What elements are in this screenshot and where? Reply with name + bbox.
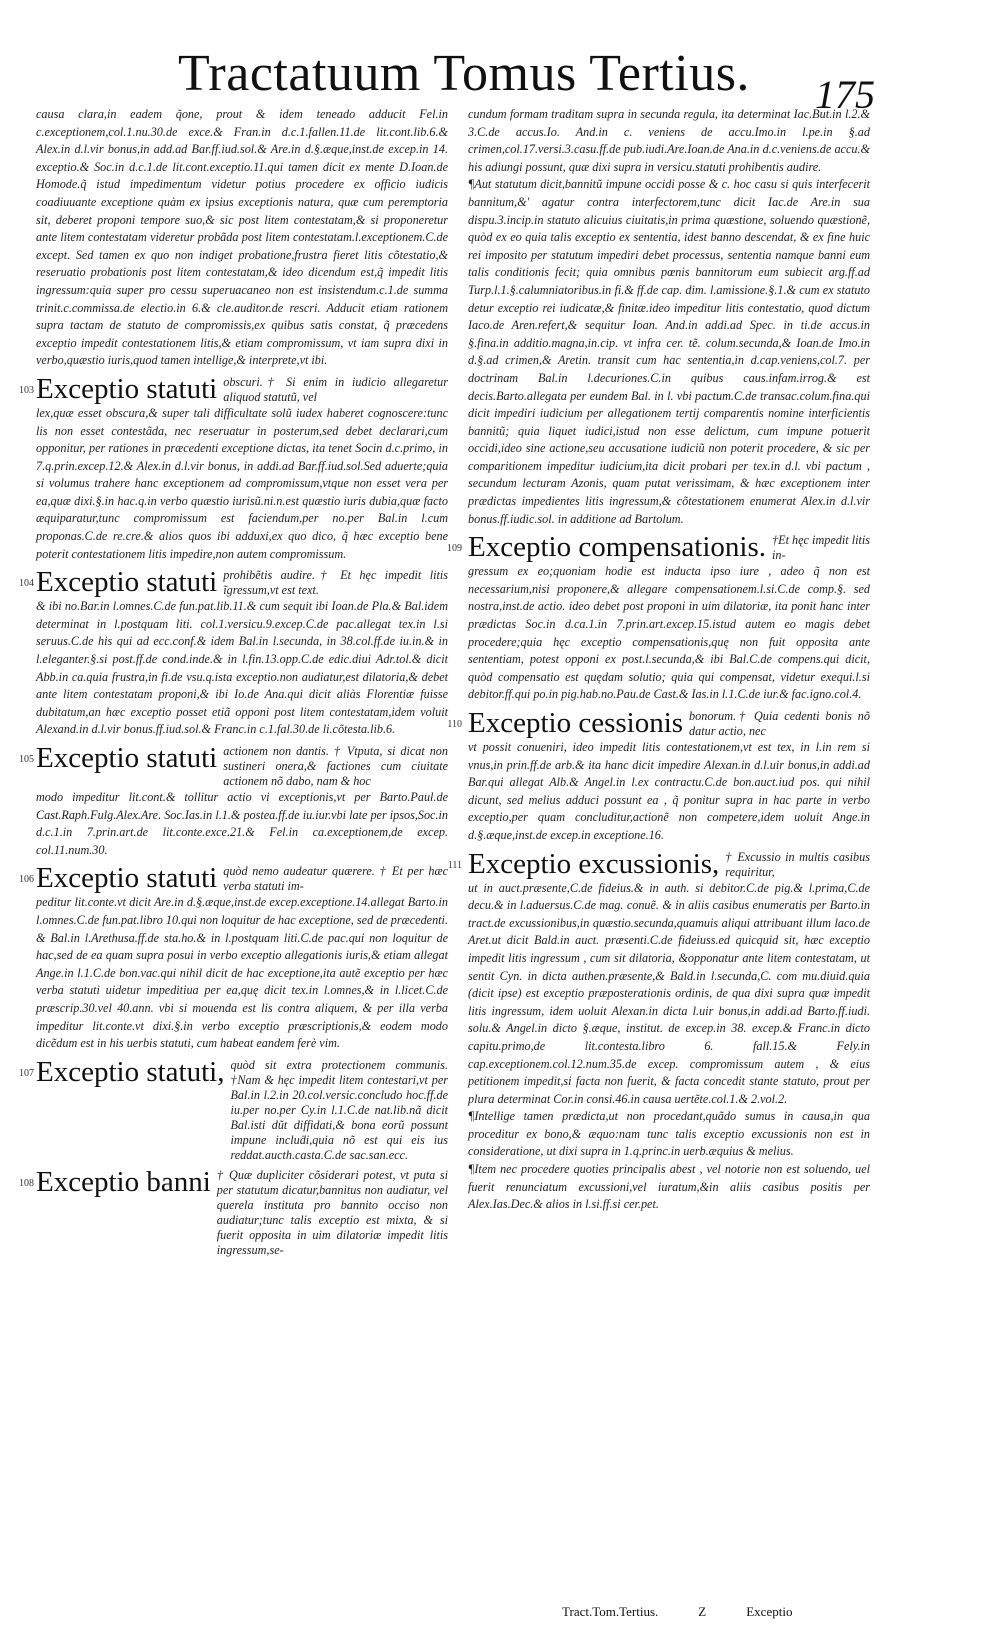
entry-head	[36, 1167, 448, 1258]
entry-number: 107	[19, 1067, 34, 1079]
entry-heading: Exceptio statuti	[36, 566, 218, 599]
entry-head	[36, 374, 448, 405]
catchword: Exceptio	[746, 1604, 793, 1619]
entry-heading: Exceptio statuti,	[36, 1055, 225, 1088]
entry-lead: quòd sit extra protectionem communis. †Nam & hęc impedit litem contestari,vt per Bal.in l.2.in 20.col.versic.concludo hoc.ff.de iu.per no.per Cy.in l.1.C.de nat.lib.nã dicit Bal.isti dũt diffidati,& bona eorũ possunt impune incluḋi,quia nõ est qui eis ius reddat.aucth.casta.C.de sac.san.ecc.	[230, 1057, 448, 1162]
entry-104	[19, 566, 448, 739]
entry-lead: †Et hęc impedit litis in-	[772, 533, 870, 563]
paragraph: ¶Item nec procedere quoties principalis abest , vel notorie non est soluendo, uel fuerit renunciatum excussioni,vel iuratum,&in aliis casibus positis per Alex.Ias.Dec.& alios in l.si.ff.si cer.pet.	[468, 1162, 870, 1212]
entry-111	[447, 847, 870, 1109]
entry-103	[19, 372, 448, 563]
left-column-intro: causa clara,in eadem q̃one, prout & idem teneado adducit Fel.in c.exceptionem,col.1.nu.30.de exce.& Fran.in d.c.1.fallen.11.de lit.cont.lib.6.& Alex.in d.l.vir bonus,in add.ad Bar.ff.iud.sol.& Are.in d.§.æque,inst.de excep.in 14. exceptio.& Soc.in d.c.1.de lit.cont.exceptio.11.qui tamen dicit ex mente D.Ioan.de Homode.q̃ istud impedimentum videtur potius procedere ex officio iudicis coadiuuante exceptione quàm ex ipsius exceptionis natura, quæ cum peremptoria sit, deberet proponi tempore suo,& sic post litem contestatam,& si proponeretur ante litem contestatam videretur probãda post litem contestatam.l.exceptionem.C.de except. Sed tamen ex quo non indiget probatione,frustra fieret litis cõtestatio,& reseruatio probationis post litem contestatam,& ideo dicendum est,q̃ impedit litis ingressum:quia super pro cessu superuacaneo non est insistendum.c.1.de summa trinit.c.commissa.de electio.in 6.& cle.auditor.de rescri. Adducit etiam rationem supra tactam de statuto de compromissis,ex quibus satis constat, q̃ præcedens exceptio impedit contestationem litis,& etiam compromissum, vt iam supra dixi in verbo,quæstio iuris,quod tamen intellige,& interprete,vt ibi.	[36, 107, 448, 368]
signature-mark: Z	[698, 1604, 707, 1619]
entry-body: & ibi no.Bar.in l.omnes.C.de fun.pat.lib.11.& cum sequit ibi Ioan.de Pla.& Bal.idem determinat in l.postquam liti. col.1.versicu.9.excep.C.de pac.allegat tex.in l.si seruus.C.de his qui ad ecc.conf.& idem Bal.in l.secunda, in 38.col.ff.de iu.in.& in l.eleganter.§.si post.ff.de cond.inde.& in l.fin.13.opp.C.de edic.diui Adr.tol.& dicit Abb.in ca.quia frustra,in fi.de vsu.q.ista exceptio.non audiatur,est dilatoria,& debet ante litem contestatam proponi,& ibi Io.de Ana.qui dicit aliàs Florentiæ fuisse dubitatum,an hæc exceptio posset etiã opponi post litem contestatam,idem voluit Alexand.in d.l.vir bonus.ff.iud.sol.& Franc.in c.1.fal.30.de li.cõtesta.lib.6.	[36, 599, 448, 737]
page-footer	[562, 1604, 882, 1620]
entry-head	[36, 567, 448, 598]
entry-lead: quòd nemo audeatur quærere. † Et per hæc verba statuti im-	[223, 864, 448, 894]
entry-body: vt possit conueniri, ideo impedit litis contestationem,vt est tex, in l.in rem si vnus,in prin.ff.de arb.& ita hanc dicit impedire Alexan.in d.l.uir bonus,in addi.ad Bar.qui allegat Alb.& Angel.in l.ex contractu.C.de bon.auct.iud pos. qui nihil dicunt, sed melius adduci possunt ea , q̃ ponitur supra in hac parte in verbo exceptio,per quam concluditur,actionẽ non competere,idem uoluit Ange.in d.§.æque,inst.de excep.in exceptione.16.	[468, 740, 870, 842]
entry-head	[36, 743, 448, 789]
entry-heading: Exceptio statuti	[36, 862, 218, 895]
paragraph: ¶Intellige tamen prædicta,ut non procedant,quãdo sumus in causa,in qua proceditur ex bono,& æquo:nam tunc talis exceptio excussionis non est in consideratione, ut dixi supra in 1.q.princ.in uerb.æquius & melius.	[468, 1109, 870, 1159]
entry-number: 108	[19, 1177, 34, 1189]
entry-body: peditur lit.conte.vt dicit Are.in d.§.æque,inst.de excep.exceptione.14.allegat Barto.in l.omnes.C.de fun.pat.libro 10.qui non loquitur de hac exceptione, sed de præcedenti. & Bal.in l.Arethusa.ff.de sta.ho.& in l.postquam liti.C.de pac.qui non loquitur de hac,sed de ea quam supra posui in verbo exceptio allegationis iuris,& etiam allegat Ange.in l.1.C.de bon.vac.qui nihil dicit de hac exceptione,ita autẽ exceptio per hæc verba statuti uidetur impeditiua per ea,quę dicit tex.in l.omnes,& in l.licet.C.de præscrip.30.vel 40.ann. vbi si mouenda est lis contra aliquem, & per illa verba impeditur lit.conte.vt dixi.§.in verbo exceptio præscriptionis,& eodem modo dicẽdum est in his uerbis statuti, cum habeat eandem ferè vim.	[36, 895, 448, 1051]
right-column-intro: cundum formam traditam supra in secunda regula, ita determinat Iac.But.in l.2.& 3.C.de accus.Io. And.in c. veniens de accu.Imo.in l.pe.in §.ad crimen,col.17.versi.3.casu.ff.de pub.iudi.Are.Ioan.de Ana.in d.c.veniens.de accu.& his adiungi possunt, quæ dixi supra in versicu.statuti prohibentis audire.	[468, 107, 870, 174]
entry-lead: bonorum.† Quia cedenti bonis nõ datur actio, nec	[689, 709, 870, 738]
entry-number: 104	[19, 578, 34, 590]
page-number: 175	[815, 72, 875, 117]
entry-heading: Exceptio compensationis.	[468, 531, 766, 564]
entry-105	[19, 742, 448, 859]
entry-number: 105	[19, 754, 34, 765]
entry-head	[36, 1057, 448, 1163]
entry-108	[19, 1165, 448, 1258]
entry-number: 103	[19, 384, 34, 396]
entry-heading: Exceptio statuti	[36, 742, 218, 774]
entry-number: 110	[447, 719, 462, 730]
paragraph: ¶Aut statutum dicit,bannitũ impune occidi posse & c. hoc casu si quis interfecerit bannitum,&' agatur contra interfectorem,tunc dicit Iac.de Are.in sua dispu.3.incip.in statuto alicuius ciuitatis,in prima quæstione, soluendo quæstionẽ, quòd ex eo quia talis exceptio ex sententia, idest banno descendat, & ex fine huic rei imposito per statutum impediri debet processus, sententia namque banni eum talis conditionis fecit; quia omnibus pœnis bannitorum eum subiecit arg.ff.ad Turp.l.1.§.calumniatoribus.in fi.& ff.de cap. dim. l.amissione.§.1.& cum ex statuto detur exceptio rei iudicatæ,& finitæ.ideo impeditur litis contestatio, quod dictum Iaco.de Aren.refert,& sequitur Ioan. And.in addi.ad Spec. in ti.de accus.in §.fina.in additio.magna,in.cip. vt infra cer. tẽ. colum.secunda,& Ioan.de Imo.in d.§.ad crimen,& Aretin. transit cum hac sententia,in d.cap.veniens,col.7. per doctrinam Bal.in l.decuriones.C.in quibus caus.infam.irrog.& est decis.Barto.allegata per eundem Bal. in l. vbi pactum.C.de transac.colum.fina.qui dicit impediri iudicium per allegationem tertij comparentis nomine interficientis bannitũ; quia liquet iudici,istud non esse delictum, cum impune potuerit occidi,ideo sine actione,seu accusatione iudiciũ non poterit procedere, & sic per comparitionem impeditur iudicium,ita dicit probari per tex.in d.l. vbi pactum , secundum lecturam Azonis, quam putat verissimam, & hæc exceptionem inter prædictas impedientes litis ingressum,& cõtestationem enumerat Alex.in d.l.vir bonus.ff.iudic.sol. in additione ad Bartolum.	[468, 177, 870, 526]
entry-lead: † Quæ dupliciter cõsiderari potest, vt puta si per statutum dicatur,bannitus non audiatur, vel querela instituta pro bannito occiso non audiatur;tunc talis exceptio est mixta, & si fuerit opposita in uim dilatoriæ impedit litis ingressum,se-	[216, 1167, 448, 1257]
entry-heading: Exceptio banni	[36, 1165, 211, 1198]
left-column	[19, 106, 448, 1606]
entry-heading: Exceptio cessionis	[468, 707, 684, 739]
entry-lead: actionem non dantis. † Vtputa, si dicat non sustineri onera,& factiones cum ciuitate actionem nõ dabo, nam & hoc	[223, 744, 448, 788]
entry-head	[36, 863, 448, 894]
entry-110	[447, 707, 870, 845]
entry-heading: Exceptio excussionis,	[468, 847, 720, 880]
entry-heading: Exceptio statuti	[36, 372, 218, 405]
entry-body: modo impeditur lit.cont.& tollitur actio vi exceptionis,vt per Barto.Paul.de Cast.Raph.Fulg.Alex.Are. Soc.Ias.in l.1.& postea.ff.de iu.iur.vbi late per ipsos,Soc.in d.c.1.in 7.prin.art.de lit.conte.exce.21.& Fel.in ca.exceptionem,de excep. col.11.num.30.	[36, 790, 448, 857]
entry-number: 109	[447, 543, 462, 555]
entry-109	[447, 531, 870, 704]
entry-lead: prohibẽtis audire.† Et hęc impedit litis ĩgressum,vt est text.	[223, 568, 448, 598]
entry-head	[468, 708, 870, 739]
entry-body: ut in auct.præsente,C.de fideius.& in auth. si debitor.C.de pig.& l.prima,C.de decu.& in l.aduersus.C.de mag. conuẽ. & in aliis casibus enumeratis per Barto.in tract.de excussionibus,in quæstio.secunda,quamuis aliqui attribuant illum laco.de Aret.ut dicit Bald.in auct. præsenti.C.de fideiuss.ed quicquid sit, hæc exceptio impedit litis ingressum , cum sit dilatoria, &opponatur ante litem contestatam, ut sentit Cyn. in dicta authen.præsente,& Bald.in l.secunda,C. com mu.diuid.quia (dicit ipse) est exceptio præposterationis ordinis, de qua dixi supra quæ impedit litis ingressum, idem uoluit Alexan.in dicta l.uir bonus,in addi.ad Barto.ff.iudi. solu.& Angel.in dicto §.æque, institut. de excep.in 38. excep.& Franc.in dicto capitu.primo,de lit.contesta.libro 6. fall.15.& Fely.in cap.exceptionem.col.12.num.35.de excep. compromissum autem , & eius petitionem impedit,si facta non fuerit, & facta concedit stante statuto, prout per plura determinat Cor.in consi.46.in causa uertẽte.col.1.& 2.vol.2.	[468, 880, 870, 1106]
entry-107	[19, 1055, 448, 1163]
entry-body: lex,quæ esset obscura,& super tali difficultate solũ iudex haberet cognoscere:tunc lis non esset contestãda, nec reseruatur in posterum,sed debet declarari,cum opponitur, per rationes in præcedenti exceptione dictas, ita tenet Socin d.c.primo, in 7.q.prin.excep.12.& Alex.in d.l.vir bonus, in addi.ad Bar.ff.iud.sol.Sed aduerte;quia si volumus trahere hanc exceptionem ad compromissum,vtque non esset vera per ea,quæ dixi.§.in hac.q.in verbo quæstio iurisũ.ni.n.est quæstio iuris dubia,quæ facto æquiparatur,tunc compromissum est faciendum,per no.per Bal.in l.cum proponas.C.de re.cre.& alios quos ibi adduxi,ex quo dico, q̃ hæc exceptio bene poterit contestationem litis impedire,non autem compromissum.	[36, 405, 448, 561]
page-title: Tractatuum Tomus Tertius.	[178, 45, 750, 102]
right-column	[447, 106, 870, 1606]
entry-number: 106	[19, 874, 34, 886]
entry-lead: † Excussio in multis casibus requiritur,	[725, 849, 870, 879]
entry-head	[468, 849, 870, 880]
entry-lead: obscuri.† Si enim in iudicio allegaretur aliquod statutũ, vel	[223, 374, 448, 404]
entry-number: 111	[447, 859, 462, 871]
running-title: Tract.Tom.Tertius.	[562, 1604, 659, 1619]
entry-106	[19, 862, 448, 1052]
entry-body: gressum ex eo;quoniam hodie est inducta ipso iure , adeo q̃ non est necessarium,nisi proponere,& allegare compensationem.l.si.C.de comp.§. sed nostra,inst.de actio. ideo debet post proponi in uim dilatoriæ, ita ponit hanc inter prædictas Soc.in d.ca.1.in 7.prin.art.excep.15.istud autem eo magis debet procedere;quia hęc exceptio compensationis,quę non fuit opposita ante sententiam, potest opponi ex post.l.secunda,& ibi Bal.C.de compens.qui dicit, quòd compensatio est quędam solutio; quia qui compensat, videtur exequi.l.si debitor.ff.qui po.in pig.hab.no.Pau.de Cast.& Ias.in l.1.C.de iur.& fac.igno.col.4.	[468, 564, 870, 702]
entry-head	[468, 532, 870, 563]
